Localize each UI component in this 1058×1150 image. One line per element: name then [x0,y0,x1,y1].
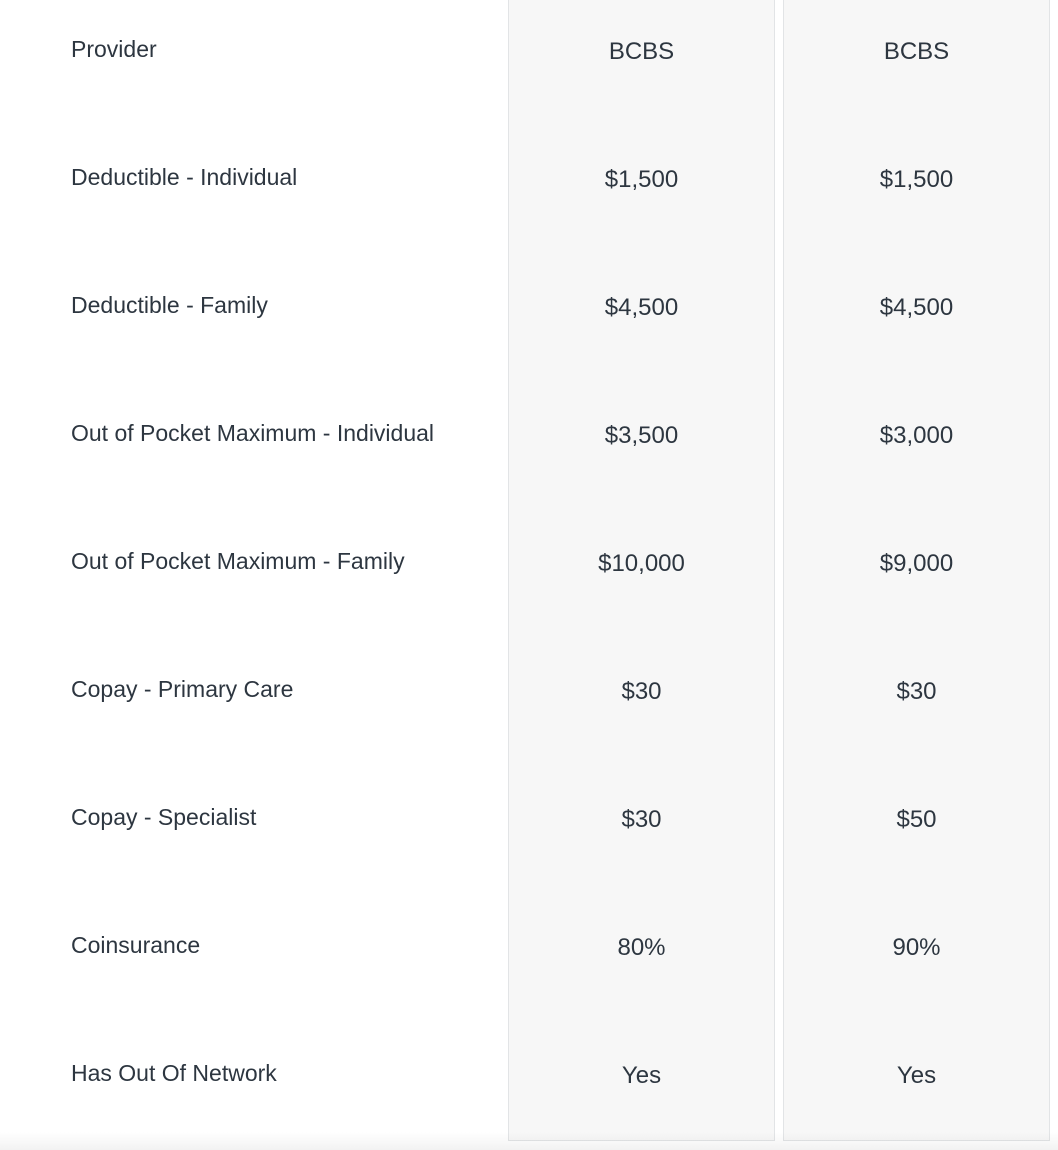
plan-2-provider: BCBS [883,38,950,65]
plan-1-deductible-family: $4,500 [604,294,679,321]
plan-2-copay-primary-care: $30 [896,678,937,705]
plan-2-has-out-of-network: Yes [896,1062,937,1089]
plan-1-oop-max-family: $10,000 [598,550,685,577]
plan-2-oop-max-individual: $3,000 [879,422,954,449]
row-label-oop-max-individual: Out of Pocket Maximum - Individual [71,420,435,446]
row-label-has-out-of-network: Has Out Of Network [71,1060,277,1086]
plan-2-coinsurance: 90% [892,934,941,961]
row-label-coinsurance: Coinsurance [71,932,201,958]
row-label-copay-primary-care: Copay - Primary Care [71,676,294,702]
plan-1-copay-specialist: $30 [621,806,662,833]
plan-1-copay-primary-care: $30 [621,678,662,705]
plan-column-2 [783,0,1050,1141]
plan-1-deductible-individual: $1,500 [604,166,679,193]
plan-1-has-out-of-network: Yes [621,1062,662,1089]
plan-2-deductible-individual: $1,500 [879,166,954,193]
plan-1-provider: BCBS [608,38,675,65]
plan-1-oop-max-individual: $3,500 [604,422,679,449]
plan-column-1 [508,0,775,1141]
row-label-provider: Provider [71,36,157,62]
plan-2-oop-max-family: $9,000 [879,550,954,577]
plan-2-deductible-family: $4,500 [879,294,954,321]
row-label-oop-max-family: Out of Pocket Maximum - Family [71,548,405,574]
row-label-copay-specialist: Copay - Specialist [71,804,257,830]
plan-2-copay-specialist: $50 [896,806,937,833]
row-label-deductible-individual: Deductible - Individual [71,164,298,190]
plan-1-coinsurance: 80% [617,934,666,961]
row-label-deductible-family: Deductible - Family [71,292,268,318]
